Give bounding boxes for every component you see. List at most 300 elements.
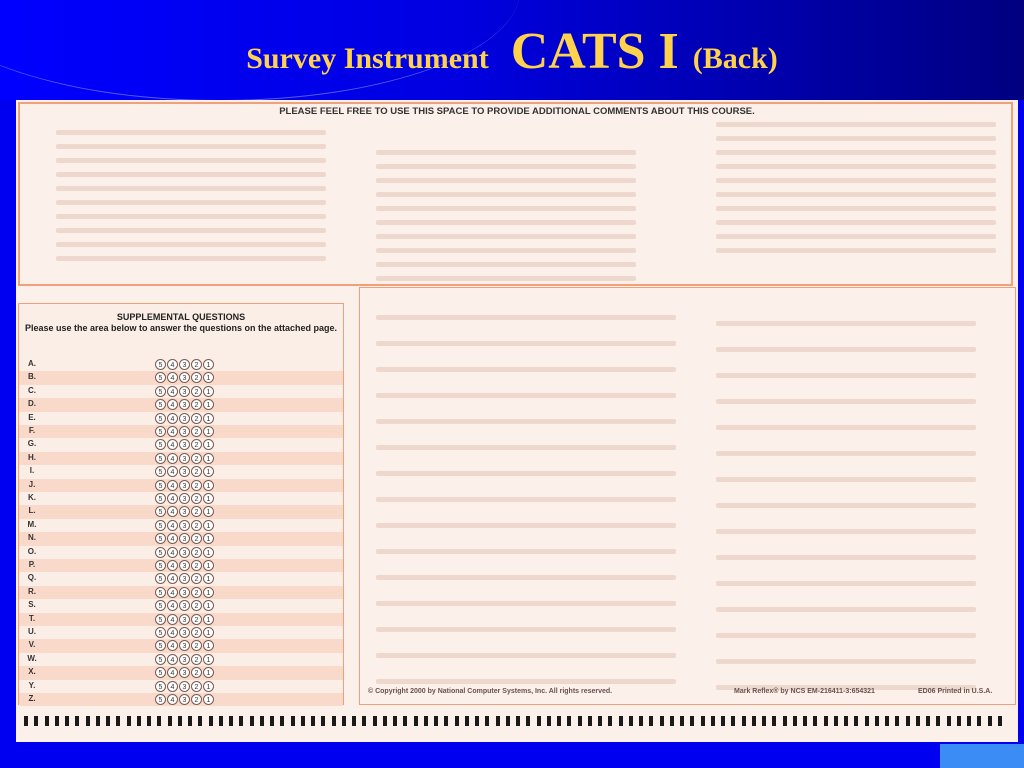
title-prefix: Survey Instrument	[246, 42, 489, 75]
answer-bubble[interactable]: 3	[179, 466, 190, 477]
timing-mark	[332, 716, 336, 726]
answer-bubble[interactable]: 2	[191, 520, 202, 531]
timing-mark	[352, 716, 356, 726]
answer-bubble[interactable]: 2	[191, 439, 202, 450]
answer-bubble[interactable]: 5	[155, 640, 166, 651]
timing-mark	[967, 716, 971, 726]
supplemental-row	[19, 693, 343, 706]
timing-mark	[977, 716, 981, 726]
supplemental-row	[19, 492, 343, 505]
answer-bubble[interactable]: 1	[203, 681, 214, 692]
timing-mark	[629, 716, 633, 726]
answer-bubble[interactable]: 1	[203, 627, 214, 638]
answer-bubble[interactable]: 3	[179, 533, 190, 544]
answer-bubbles	[155, 627, 214, 638]
question-letter: J.	[28, 479, 36, 489]
answer-bubbles	[155, 560, 214, 571]
answer-bubble[interactable]: 1	[203, 587, 214, 598]
timing-mark	[465, 716, 469, 726]
answer-bubble[interactable]: 5	[155, 547, 166, 558]
answer-bubbles	[155, 654, 214, 665]
timing-mark	[250, 716, 254, 726]
question-letter: B.	[28, 372, 36, 382]
timing-mark	[393, 716, 397, 726]
timing-mark	[803, 716, 807, 726]
answer-bubble[interactable]: 3	[179, 386, 190, 397]
timing-mark	[998, 716, 1002, 726]
answer-bubble[interactable]: 1	[203, 573, 214, 584]
timing-mark	[485, 716, 489, 726]
timing-mark	[414, 716, 418, 726]
comments-box	[18, 102, 1013, 286]
timing-mark	[526, 716, 530, 726]
answer-bubbles	[155, 681, 214, 692]
answer-bubbles	[155, 614, 214, 625]
timing-mark	[116, 716, 120, 726]
timing-mark	[916, 716, 920, 726]
timing-mark	[598, 716, 602, 726]
supplemental-row	[19, 666, 343, 679]
timing-mark	[424, 716, 428, 726]
answer-bubbles	[155, 600, 214, 611]
supplemental-row	[19, 559, 343, 572]
question-letter: L.	[28, 506, 36, 516]
answer-bubble[interactable]: 1	[203, 439, 214, 450]
answer-bubble[interactable]: 3	[179, 560, 190, 571]
timing-mark	[475, 716, 479, 726]
answer-bubble[interactable]: 5	[155, 573, 166, 584]
question-letter: Z.	[28, 694, 36, 703]
timing-mark	[24, 716, 28, 726]
answer-bubble[interactable]: 3	[179, 493, 190, 504]
timing-mark	[34, 716, 38, 726]
answer-bubble[interactable]: 4	[167, 480, 178, 491]
answer-bubble[interactable]: 4	[167, 386, 178, 397]
answer-bubble[interactable]: 1	[203, 667, 214, 678]
answer-bubble[interactable]: 3	[179, 399, 190, 410]
timing-mark	[342, 716, 346, 726]
timing-mark	[444, 716, 448, 726]
timing-mark	[680, 716, 684, 726]
answer-bubble[interactable]: 5	[155, 426, 166, 437]
answer-bubble[interactable]: 4	[167, 654, 178, 665]
supplemental-row	[19, 653, 343, 666]
answer-bubble[interactable]: 4	[167, 640, 178, 651]
answer-bubble[interactable]: 3	[179, 654, 190, 665]
answer-bubble[interactable]: 4	[167, 681, 178, 692]
answer-bubble[interactable]: 4	[167, 627, 178, 638]
answer-bubble[interactable]: 3	[179, 439, 190, 450]
answer-bubble[interactable]: 3	[179, 640, 190, 651]
title-suffix: (Back)	[692, 42, 778, 75]
answer-bubble[interactable]: 1	[203, 600, 214, 611]
supplemental-row	[19, 586, 343, 599]
timing-mark	[75, 716, 79, 726]
answer-bubble[interactable]: 2	[191, 681, 202, 692]
answer-bubble[interactable]: 4	[167, 399, 178, 410]
answer-bubble[interactable]: 1	[203, 413, 214, 424]
timing-mark	[885, 716, 889, 726]
timing-mark	[567, 716, 571, 726]
timing-mark	[147, 716, 151, 726]
mark-reflex-text: Mark Reflex® by NCS EM-216411-3:654321	[734, 688, 875, 695]
answer-bubble[interactable]: 2	[191, 694, 202, 705]
supplemental-row	[19, 505, 343, 518]
answer-bubble[interactable]: 4	[167, 520, 178, 531]
right-answer-area	[359, 287, 1016, 705]
answer-bubble[interactable]: 4	[167, 453, 178, 464]
answer-bubble[interactable]: 4	[167, 560, 178, 571]
answer-bubble[interactable]: 3	[179, 413, 190, 424]
answer-bubble[interactable]: 3	[179, 506, 190, 517]
answer-bubbles	[155, 439, 214, 450]
answer-bubble[interactable]: 3	[179, 600, 190, 611]
timing-mark	[578, 716, 582, 726]
answer-bubble[interactable]: 5	[155, 439, 166, 450]
answer-bubble[interactable]: 3	[179, 520, 190, 531]
question-letter: S.	[28, 600, 36, 610]
answer-bubbles	[155, 453, 214, 464]
timing-mark	[311, 716, 315, 726]
timing-mark	[619, 716, 623, 726]
answer-bubble[interactable]: 2	[191, 399, 202, 410]
timing-mark	[742, 716, 746, 726]
answer-bubble[interactable]: 5	[155, 372, 166, 383]
answer-bubble[interactable]: 5	[155, 386, 166, 397]
supplemental-row	[19, 613, 343, 626]
timing-mark	[711, 716, 715, 726]
answer-bubble[interactable]: 5	[155, 667, 166, 678]
answer-bubble[interactable]: 5	[155, 533, 166, 544]
answer-bubble[interactable]: 4	[167, 426, 178, 437]
question-letter: M.	[27, 519, 37, 529]
answer-bubble[interactable]: 5	[155, 614, 166, 625]
supplemental-row	[19, 546, 343, 559]
timing-mark	[178, 716, 182, 726]
answer-bubble[interactable]: 3	[179, 426, 190, 437]
timing-mark	[65, 716, 69, 726]
timing-mark	[875, 716, 879, 726]
answer-bubble[interactable]: 1	[203, 399, 214, 410]
answer-bubble[interactable]: 2	[191, 386, 202, 397]
timing-mark	[96, 716, 100, 726]
question-letter: V.	[28, 640, 36, 650]
answer-bubbles	[155, 520, 214, 531]
answer-bubble[interactable]: 5	[155, 654, 166, 665]
timing-mark	[383, 716, 387, 726]
answer-bubble[interactable]: 2	[191, 654, 202, 665]
timing-mark	[55, 716, 59, 726]
answer-bubble[interactable]: 5	[155, 600, 166, 611]
question-letter: Y.	[28, 680, 36, 690]
timing-mark	[639, 716, 643, 726]
timing-mark	[824, 716, 828, 726]
answer-bubble[interactable]: 3	[179, 573, 190, 584]
answer-bubble[interactable]: 2	[191, 359, 202, 370]
answer-bubble[interactable]: 5	[155, 359, 166, 370]
timing-mark	[731, 716, 735, 726]
question-letter: Q.	[27, 573, 37, 583]
answer-bubble[interactable]: 1	[203, 453, 214, 464]
supplemental-row	[19, 519, 343, 532]
answer-bubble[interactable]: 3	[179, 480, 190, 491]
answer-bubble[interactable]: 1	[203, 359, 214, 370]
copyright-text: © Copyright 2000 by National Computer Systems, Inc. All rights reserved.	[368, 688, 613, 695]
answer-bubble[interactable]: 3	[179, 359, 190, 370]
answer-bubble[interactable]: 4	[167, 413, 178, 424]
timing-mark	[854, 716, 858, 726]
answer-bubble[interactable]: 4	[167, 506, 178, 517]
answer-bubble[interactable]: 4	[167, 694, 178, 705]
answer-bubble[interactable]: 1	[203, 694, 214, 705]
timing-mark	[906, 716, 910, 726]
supplemental-row	[19, 385, 343, 398]
answer-bubble[interactable]: 2	[191, 627, 202, 638]
answer-bubble[interactable]: 2	[191, 372, 202, 383]
timing-mark	[947, 716, 951, 726]
supplemental-row	[19, 358, 343, 371]
question-letter: O.	[27, 546, 37, 556]
edition-text: ED06 Printed in U.S.A.	[918, 688, 993, 695]
answer-bubble[interactable]: 5	[155, 413, 166, 424]
timing-mark	[844, 716, 848, 726]
timing-mark	[86, 716, 90, 726]
answer-bubbles	[155, 413, 214, 424]
question-letter: E.	[28, 412, 36, 422]
answer-bubble[interactable]: 5	[155, 694, 166, 705]
question-letter: G.	[27, 439, 37, 449]
answer-bubble[interactable]: 5	[155, 466, 166, 477]
answer-bubbles	[155, 493, 214, 504]
answer-bubble[interactable]: 4	[167, 587, 178, 598]
answer-bubble[interactable]: 1	[203, 520, 214, 531]
question-letter: H.	[28, 452, 36, 462]
timing-mark	[516, 716, 520, 726]
answer-bubble[interactable]: 4	[167, 600, 178, 611]
question-letter: R.	[28, 586, 36, 596]
answer-bubbles	[155, 640, 214, 651]
slide-header	[0, 0, 1024, 100]
supplemental-row	[19, 626, 343, 639]
supplemental-questions-box	[18, 303, 344, 705]
answer-bubble[interactable]: 1	[203, 614, 214, 625]
answer-bubble[interactable]: 1	[203, 480, 214, 491]
answer-bubble[interactable]: 5	[155, 560, 166, 571]
timing-mark	[762, 716, 766, 726]
timing-mark	[291, 716, 295, 726]
answer-bubble[interactable]: 5	[155, 587, 166, 598]
timing-mark	[721, 716, 725, 726]
footer-accent-block	[940, 744, 1024, 768]
answer-bubble[interactable]: 4	[167, 372, 178, 383]
slide-footer	[0, 742, 1024, 768]
answer-bubbles	[155, 480, 214, 491]
timing-mark	[209, 716, 213, 726]
answer-bubble[interactable]: 4	[167, 547, 178, 558]
supplemental-row	[19, 398, 343, 411]
supplemental-row	[19, 412, 343, 425]
answer-bubble[interactable]: 5	[155, 453, 166, 464]
answer-bubbles	[155, 466, 214, 477]
answer-bubble[interactable]: 5	[155, 493, 166, 504]
answer-bubble[interactable]: 2	[191, 493, 202, 504]
answer-bubble[interactable]: 1	[203, 372, 214, 383]
timing-mark	[660, 716, 664, 726]
supplemental-row	[19, 479, 343, 492]
answer-bubble[interactable]: 2	[191, 587, 202, 598]
answer-bubble[interactable]: 2	[191, 533, 202, 544]
answer-bubbles	[155, 587, 214, 598]
timing-mark	[926, 716, 930, 726]
question-letter: T.	[28, 613, 36, 623]
timing-mark	[137, 716, 141, 726]
answer-bubble[interactable]: 1	[203, 533, 214, 544]
timing-mark	[670, 716, 674, 726]
survey-form-image	[16, 100, 1018, 742]
answer-bubbles	[155, 426, 214, 437]
answer-bubble[interactable]: 1	[203, 654, 214, 665]
answer-bubble[interactable]: 4	[167, 533, 178, 544]
answer-bubble[interactable]: 2	[191, 667, 202, 678]
timing-mark	[403, 716, 407, 726]
answer-bubble[interactable]: 4	[167, 439, 178, 450]
answer-bubble[interactable]: 2	[191, 480, 202, 491]
timing-mark	[496, 716, 500, 726]
timing-marks	[24, 716, 1002, 726]
answer-bubble[interactable]: 4	[167, 466, 178, 477]
question-letter: P.	[28, 560, 36, 569]
answer-bubble[interactable]: 1	[203, 466, 214, 477]
answer-bubble[interactable]: 2	[191, 640, 202, 651]
supplemental-row	[19, 452, 343, 465]
answer-bubble[interactable]: 5	[155, 399, 166, 410]
timing-mark	[301, 716, 305, 726]
timing-mark	[434, 716, 438, 726]
question-letter: N.	[28, 533, 36, 543]
answer-bubble[interactable]: 3	[179, 667, 190, 678]
answer-bubbles	[155, 506, 214, 517]
answer-bubble[interactable]: 1	[203, 506, 214, 517]
supplemental-row	[19, 425, 343, 438]
supplemental-row	[19, 371, 343, 384]
timing-mark	[280, 716, 284, 726]
question-letter: F.	[28, 426, 36, 435]
answer-bubble[interactable]: 2	[191, 426, 202, 437]
timing-mark	[270, 716, 274, 726]
answer-bubble[interactable]: 3	[179, 547, 190, 558]
answer-bubble[interactable]: 5	[155, 520, 166, 531]
timing-mark	[239, 716, 243, 726]
answer-bubble[interactable]: 2	[191, 600, 202, 611]
answer-bubble[interactable]: 1	[203, 560, 214, 571]
comments-instruction: PLEASE FEEL FREE TO USE THIS SPACE TO PROVIDE ADDITIONAL COMMENTS ABOUT THIS COURSE.	[279, 106, 755, 117]
timing-mark	[957, 716, 961, 726]
answer-bubble[interactable]: 1	[203, 426, 214, 437]
answer-bubble[interactable]: 5	[155, 627, 166, 638]
timing-mark	[229, 716, 233, 726]
timing-mark	[701, 716, 705, 726]
answer-bubble[interactable]: 1	[203, 640, 214, 651]
timing-mark	[608, 716, 612, 726]
timing-mark	[506, 716, 510, 726]
answer-bubble[interactable]: 5	[155, 506, 166, 517]
supplemental-row	[19, 532, 343, 545]
title-main: CATS I	[510, 23, 679, 80]
timing-mark	[588, 716, 592, 726]
answer-bubble[interactable]: 3	[179, 614, 190, 625]
answer-bubble[interactable]: 5	[155, 480, 166, 491]
answer-bubble[interactable]: 2	[191, 614, 202, 625]
timing-mark	[198, 716, 202, 726]
question-letter: A.	[28, 359, 36, 368]
answer-bubble[interactable]: 4	[167, 359, 178, 370]
timing-mark	[260, 716, 264, 726]
timing-mark	[649, 716, 653, 726]
supplemental-row	[19, 465, 343, 478]
timing-mark	[373, 716, 377, 726]
timing-mark	[772, 716, 776, 726]
answer-bubbles	[155, 667, 214, 678]
answer-bubble[interactable]: 3	[179, 453, 190, 464]
timing-mark	[834, 716, 838, 726]
timing-mark	[219, 716, 223, 726]
answer-bubble[interactable]: 1	[203, 493, 214, 504]
answer-bubble[interactable]: 5	[155, 681, 166, 692]
answer-bubble[interactable]: 1	[203, 386, 214, 397]
timing-mark	[557, 716, 561, 726]
supplemental-row	[19, 639, 343, 652]
answer-bubble[interactable]: 2	[191, 413, 202, 424]
question-letter: W.	[27, 653, 37, 663]
question-letter: X.	[28, 667, 36, 677]
question-letter: D.	[28, 399, 36, 409]
timing-mark	[813, 716, 817, 726]
answer-bubble[interactable]: 3	[179, 372, 190, 383]
answer-bubble[interactable]: 4	[167, 614, 178, 625]
answer-bubble[interactable]: 3	[179, 587, 190, 598]
timing-mark	[106, 716, 110, 726]
answer-bubble[interactable]: 2	[191, 573, 202, 584]
timing-mark	[690, 716, 694, 726]
answer-bubble[interactable]: 3	[179, 694, 190, 705]
question-letter: U.	[28, 627, 36, 636]
timing-mark	[127, 716, 131, 726]
supplemental-instruction: Please use the area below to answer the questions on the attached page.	[24, 323, 338, 333]
answer-bubble[interactable]: 4	[167, 493, 178, 504]
answer-bubbles	[155, 372, 214, 383]
answer-bubble[interactable]: 1	[203, 547, 214, 558]
answer-bubble[interactable]: 4	[167, 667, 178, 678]
answer-bubbles	[155, 386, 214, 397]
supplemental-heading: SUPPLEMENTAL QUESTIONS	[116, 312, 246, 322]
answer-bubbles	[155, 694, 214, 705]
timing-mark	[157, 716, 161, 726]
answer-bubble[interactable]: 2	[191, 466, 202, 477]
timing-mark	[865, 716, 869, 726]
timing-mark	[188, 716, 192, 726]
timing-mark	[988, 716, 992, 726]
timing-mark	[537, 716, 541, 726]
answer-bubble[interactable]: 2	[191, 560, 202, 571]
answer-bubble[interactable]: 3	[179, 627, 190, 638]
answer-bubble[interactable]: 2	[191, 453, 202, 464]
timing-mark	[168, 716, 172, 726]
answer-bubble[interactable]: 4	[167, 573, 178, 584]
answer-bubble[interactable]: 2	[191, 547, 202, 558]
answer-bubbles	[155, 533, 214, 544]
answer-bubble[interactable]: 3	[179, 681, 190, 692]
answer-bubble[interactable]: 2	[191, 506, 202, 517]
